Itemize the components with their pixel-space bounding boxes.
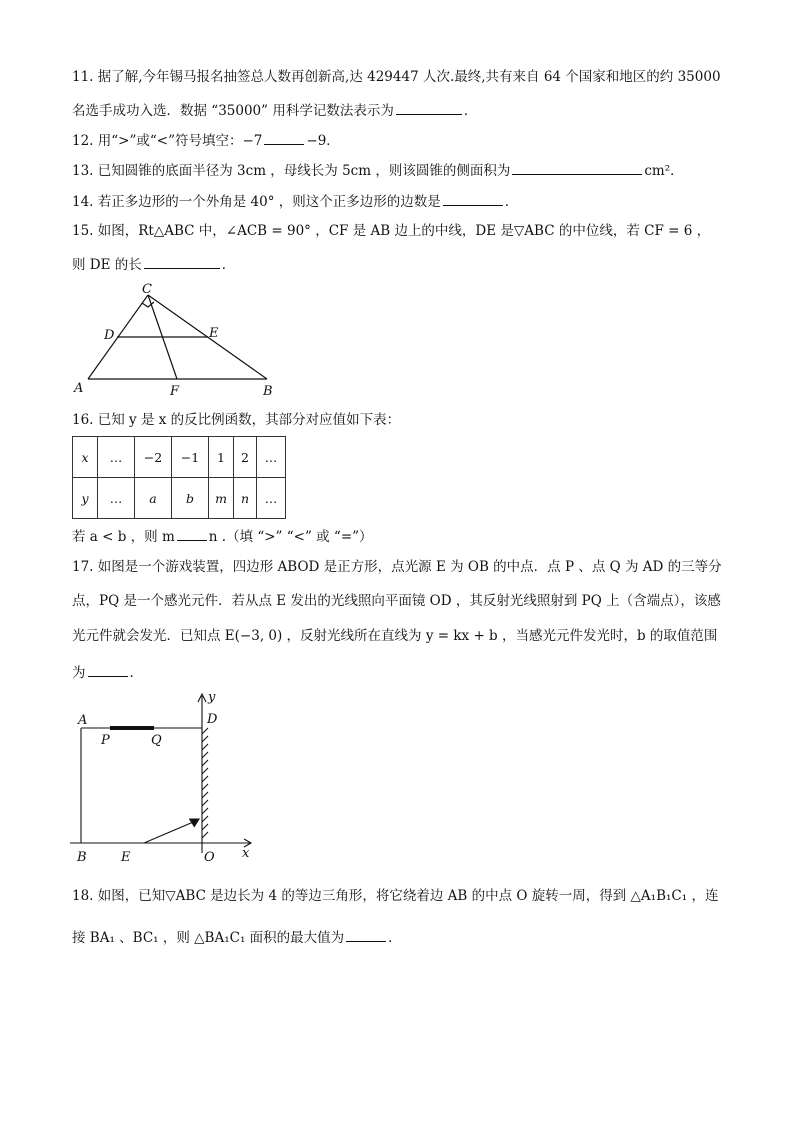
label-e: E bbox=[209, 326, 219, 341]
table-row-y bbox=[73, 478, 286, 519]
q13-text: 13. 已知圆锥的底面半径为 3cm ，母线长为 5cm ，则该圆锥的侧面积为 bbox=[72, 163, 511, 179]
table-cell: x bbox=[73, 437, 98, 478]
table-cell: … bbox=[98, 478, 135, 519]
label-p: P bbox=[101, 733, 110, 748]
q14-end: ． bbox=[504, 194, 519, 210]
q13-answer-blank bbox=[512, 161, 642, 175]
table-cell: −1 bbox=[172, 437, 209, 478]
q18-answer-blank bbox=[346, 928, 386, 942]
table-cell: 1 bbox=[209, 437, 234, 478]
q13-line bbox=[72, 161, 684, 180]
label-y: y bbox=[208, 690, 216, 705]
q11-line1: 11. 据了解,今年锡马报名抽签总人数再创新高,达 429447 人次.最终,共有来自 64 个国家和地区的约 35000 bbox=[72, 69, 721, 85]
q15-line2 bbox=[72, 255, 235, 274]
q17-answer-blank bbox=[88, 663, 128, 677]
q18-end: ． bbox=[388, 930, 402, 946]
table-cell: b bbox=[172, 478, 209, 519]
table-cell: y bbox=[73, 478, 98, 519]
q12-line bbox=[72, 131, 340, 150]
table-cell: … bbox=[257, 478, 286, 519]
q17-game-figure bbox=[70, 688, 260, 868]
mirror-hatching bbox=[202, 728, 208, 838]
q15-answer-blank bbox=[144, 255, 220, 269]
q15-end: ． bbox=[221, 257, 236, 273]
q16-answer-blank bbox=[177, 527, 207, 541]
label-c: C bbox=[142, 282, 152, 297]
q14-text: 14. 若正多边形的一个外角是 40° ，则这个正多边形的边数是 bbox=[72, 194, 441, 210]
label-e: E bbox=[121, 850, 131, 865]
label-o: O bbox=[204, 850, 215, 865]
table-row-x bbox=[73, 437, 286, 478]
q17-text: 为 bbox=[72, 665, 86, 681]
label-d: D bbox=[207, 712, 218, 727]
q11-line2 bbox=[72, 101, 477, 120]
table-cell: m bbox=[209, 478, 234, 519]
q17-end: ． bbox=[129, 665, 143, 681]
q12-answer-blank bbox=[264, 131, 304, 145]
q17-line3: 光元件就会发光．已知点 E(−3, 0) ，反射光线所在直线为 y = kx + b ，当感光元件发光时，b 的取值范围 bbox=[72, 628, 718, 644]
table-cell: … bbox=[257, 437, 286, 478]
light-ray bbox=[144, 820, 198, 843]
q18-line1: 18. 如图，已知▽ABC 是边长为 4 的等边三角形，将它绕着边 AB 的中点 O 旋转一周，得到 △A₁B₁C₁ ，连 bbox=[72, 888, 719, 904]
table-cell: n bbox=[234, 478, 257, 519]
label-a: A bbox=[78, 713, 88, 728]
label-f: F bbox=[170, 384, 180, 399]
q18-line2 bbox=[72, 928, 402, 947]
label-d: D bbox=[104, 328, 115, 343]
table-cell: a bbox=[135, 478, 172, 519]
label-a: A bbox=[74, 381, 84, 396]
q17-line1: 17. 如图是一个游戏装置，四边形 ABOD 是正方形，点光源 E 为 OB 的中点．点 P 、点 Q 为 AD 的三等分 bbox=[72, 559, 722, 575]
q14-answer-blank bbox=[443, 192, 503, 206]
q13-unit: cm²． bbox=[644, 163, 684, 179]
q11-answer-blank bbox=[396, 101, 462, 115]
label-x: x bbox=[242, 846, 250, 861]
q11-end: ． bbox=[463, 103, 478, 119]
q12-text: 12. 用“>”或“<”符号填空：−7 bbox=[72, 133, 263, 149]
q18-text: 接 BA₁ 、BC₁ ，则 △BA₁C₁ 面积的最大值为 bbox=[72, 930, 345, 946]
q11-text: 名选手成功入选．数据 “35000” 用科学记数法表示为 bbox=[72, 103, 394, 119]
q17-line4 bbox=[72, 663, 143, 682]
q16-post: n .（填 “>” “<” 或 “=”） bbox=[208, 529, 373, 545]
label-b: B bbox=[77, 850, 87, 865]
q16-line1: 16. 已知 y 是 x 的反比例函数，其部分对应值如下表： bbox=[72, 412, 401, 428]
q15-text: 则 DE 的长 bbox=[72, 257, 142, 273]
table-cell: 2 bbox=[234, 437, 257, 478]
table-cell: … bbox=[98, 437, 135, 478]
q15-triangle-figure bbox=[60, 280, 300, 400]
q14-line bbox=[72, 192, 518, 211]
q15-line1: 15. 如图，Rt△ABC 中，∠ACB = 90° ，CF 是 AB 边上的中线，DE 是▽ABC 的中位线，若 CF = 6 ， bbox=[72, 223, 711, 239]
label-q: Q bbox=[151, 733, 162, 748]
q17-line2: 点，PQ 是一个感光元件．若从点 E 发出的光线照向平面镜 OD ，其反射光线照射到 PQ 上（含端点），该感 bbox=[72, 593, 721, 609]
q16-line2 bbox=[72, 527, 373, 546]
q12-post: −9． bbox=[306, 133, 340, 149]
label-b: B bbox=[263, 384, 273, 399]
q16-value-table bbox=[72, 436, 286, 519]
table-cell: −2 bbox=[135, 437, 172, 478]
q16-text: 若 a < b ，则 m bbox=[72, 529, 175, 545]
